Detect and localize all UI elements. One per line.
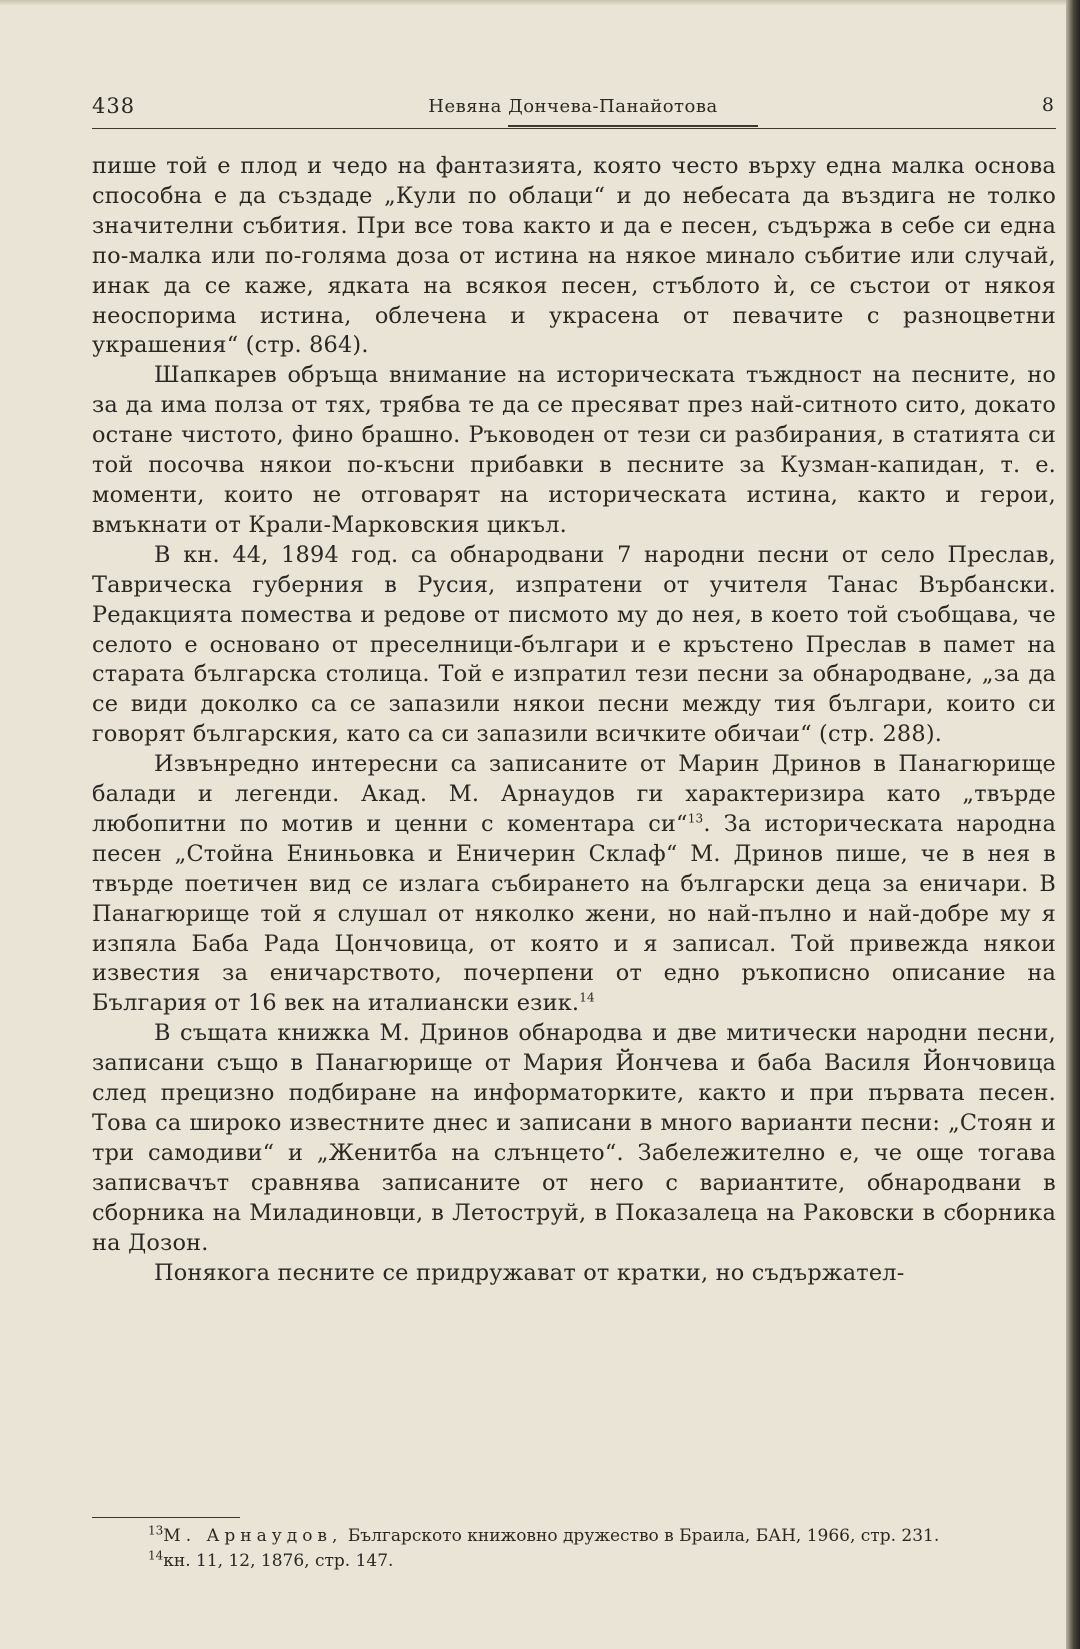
footnote xyxy=(92,1524,1056,1549)
footnote-ref[interactable]: 14 xyxy=(579,990,595,1005)
footnote-author: М. Арнаудов, xyxy=(163,1526,343,1546)
running-head-mark: 8 xyxy=(1041,94,1054,116)
paragraph: Шапкарев обръща внимание на историческата тъждност на песните, но за да има полза от тях, трябва те да се пресяват през най-ситното сито, докато остане чистото, фино брашно. Ръководен от тези си разбирания, в статията си той посочва някои по-късни прибавки в песните за Кузман-капидан, т. е. моменти, които не отговарят на историческата истина, както и герои, вмъкнати от Крали-Марковския цикъл. xyxy=(92,362,1056,538)
paragraph: Понякога песните се придружават от кратки, но съдържател- xyxy=(154,1259,905,1286)
paragraph xyxy=(92,750,1056,1019)
paragraph-text: Извънредно интересни са записаните от Марин Дринов в Панагюрище балади и легенди. Акад. М. Арнаудов ги характеризира като „твърде любопитни по мотив и ценни с коментара си“ xyxy=(92,751,1056,837)
running-head xyxy=(92,94,1054,122)
header-rule-accent xyxy=(508,125,758,127)
body-text xyxy=(92,152,1056,1288)
paragraph-text: . За историческата народна песен „Стойна Ениньовка и Еничерин Склаф“ М. Дринов пише, че в нея в твърде поетичен вид се излага събирането на български деца за еничари. В Панагюрище той я слушал от няколко жени, но най-пълно и най-добре му я изпяла Баба Рада Цончовица, от която и я записал. Той привежда някои известия за еничарството, почерпени от едно ръкописно описание на България от 16 век на италиански език. xyxy=(92,810,1056,1017)
footnotes xyxy=(92,1524,1056,1574)
page-binding-edge xyxy=(1066,0,1080,1649)
header-rule xyxy=(92,128,1056,129)
footnote-number: 14 xyxy=(148,1548,164,1563)
footnote xyxy=(92,1549,1056,1574)
footnote-number: 13 xyxy=(148,1523,164,1538)
footnote-text: Българското книжовно дружество в Браила, БАН, 1966, стр. 231. xyxy=(347,1526,940,1546)
page-number: 438 xyxy=(92,94,136,118)
running-head-title: Невяна Дончева-Панайотова xyxy=(428,96,718,117)
paragraph: В същата книжка М. Дринов обнародва и две митически народни песни, записани също в Панагюрище от Мария Йончева и баба Василя Йончовица след прецизно подбиране на информаторките, както и при първата песен. Това са широко известните днес и записани в много варианти песни: „Стоян и три самодиви“ и „Женитба на слънцето“. Забележително е, че още тогава записвачът сравнява записаните от него с вариантите, обнародвани в сборника на Миладиновци, в Летоструй, в Показалеца на Раковски в сборника на Дозон. xyxy=(92,1020,1056,1256)
paragraph: пише той е плод и чедо на фантазията, която често върху една малка основа способна е да създаде „Кули по облаци“ и до небесата да въздига не толко значителни събития. При все това както и да е песен, съдържа в себе си една по-малка или по-голяма доза от истина на някое минало събитие или случай, инак да се каже, ядката на всякоя песен, стъблото ѝ, се състои от някоя неоспорима истина, облечена и украсена от певачите с разноцветни украшения“ (стр. 864). xyxy=(92,153,1056,359)
page-top-edge xyxy=(0,0,1080,6)
footnote-ref[interactable]: 13 xyxy=(687,811,704,826)
footnote-rule xyxy=(92,1517,240,1518)
footnote-text: кн. 11, 12, 1876, стр. 147. xyxy=(163,1551,394,1571)
paragraph: В кн. 44, 1894 год. са обнародвани 7 народни песни от село Преслав, Таврическа губерния в Русия, изпратени от учителя Танас Върбански. Редакцията помества и редове от писмото му до нея, в което той съобщава, че селото е основано от преселници-българи и е кръстено Преслав в памет на старата българска столица. Той е изпратил тези песни за обнародване, „за да се види доколко са се запазили някои песни между тия българи, които си говорят българския, като са си запазили всичките обичаи“ (стр. 288). xyxy=(92,541,1056,748)
